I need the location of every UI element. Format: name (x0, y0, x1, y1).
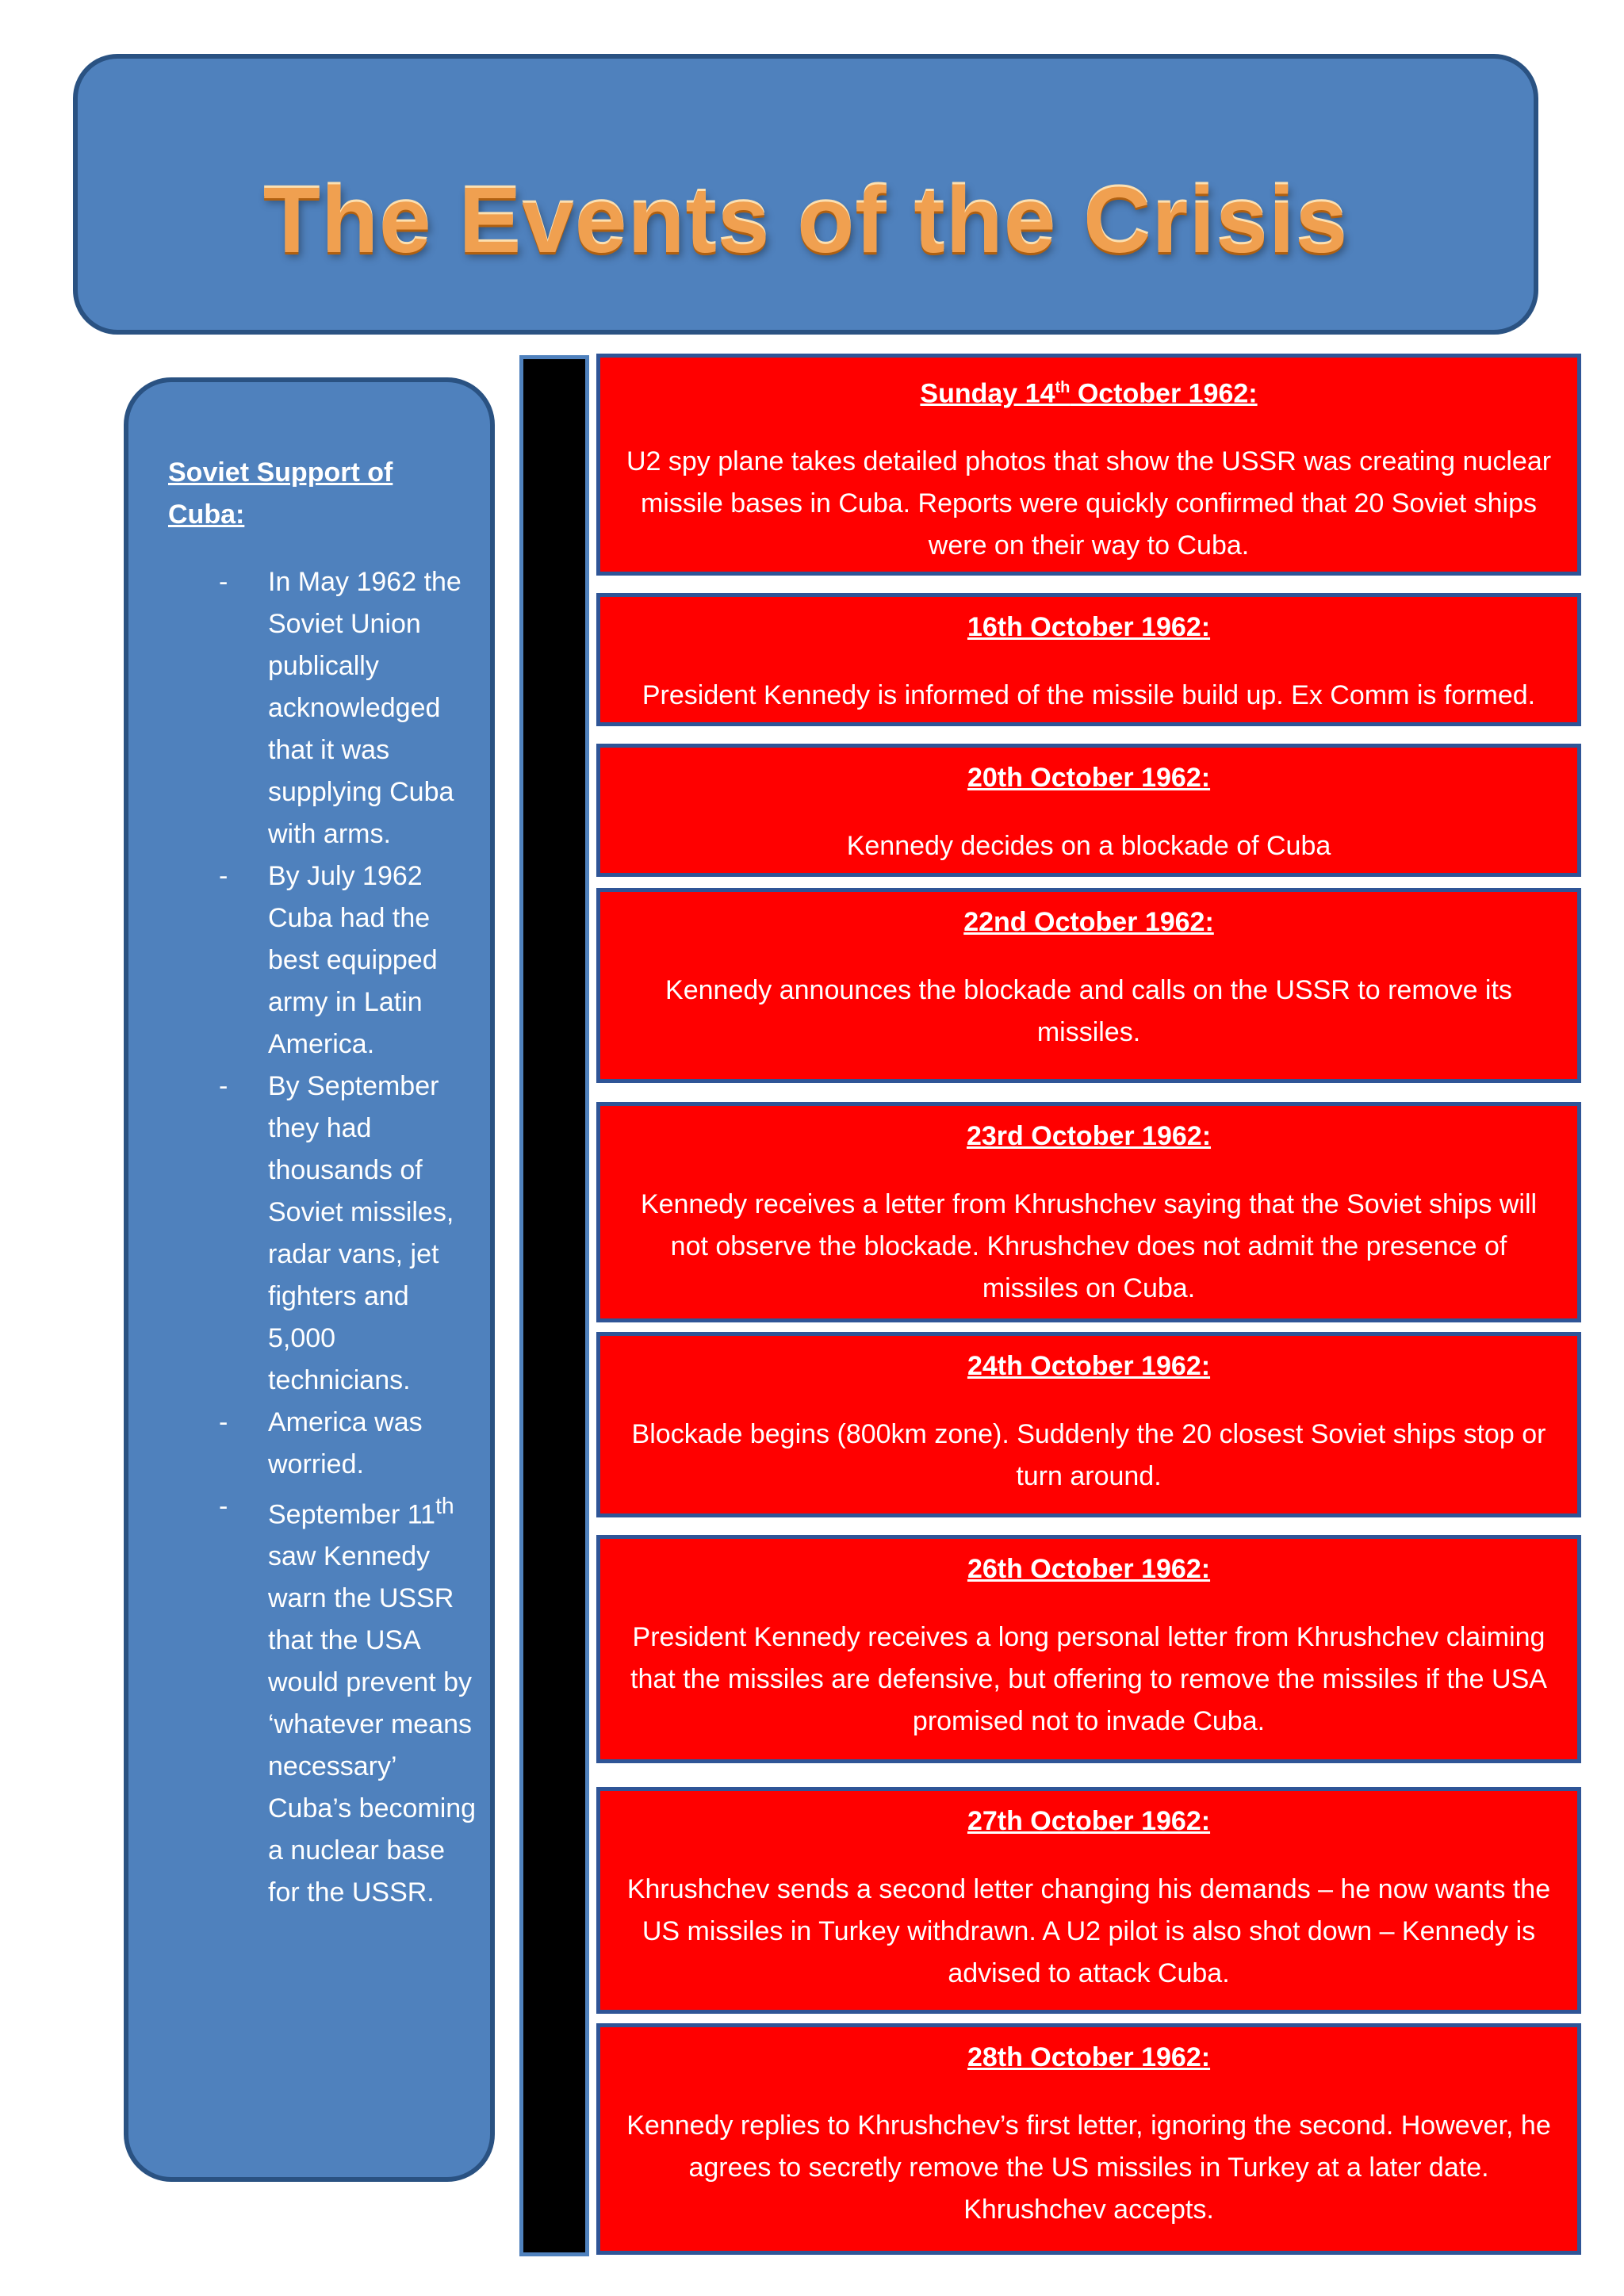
list-item-text (268, 1486, 482, 1914)
sidebar-list (128, 561, 482, 1914)
event-description: Kennedy receives a letter from Khrushchev saying that the Soviet ships will not observe the blockade. Khrushchev does not admit the presence of missiles on Cuba. (640, 1189, 1538, 1303)
ordinal-suffix: th (1055, 379, 1071, 396)
list-item-text: By September they had thousands of Soviet missiles, radar vans, jet fighters and 5,000 technicians. (268, 1071, 454, 1395)
event-box (596, 1535, 1581, 1763)
event-date: 16th October 1962: (967, 612, 1211, 642)
list-item-text-part: September 11 (268, 1499, 436, 1530)
list-dash: - (219, 567, 228, 597)
list-item (128, 1066, 482, 1402)
event-box (596, 888, 1581, 1083)
sidebar-heading: Soviet Support of Cuba: (168, 457, 393, 530)
list-dash: - (219, 1491, 228, 1521)
event-date (600, 370, 1577, 411)
event-date: 22nd October 1962: (963, 907, 1214, 937)
list-dash: - (219, 861, 228, 891)
event-description: Blockade begins (800km zone). Suddenly the 20 closest Soviet ships stop or turn around. (631, 1419, 1546, 1491)
event-date: 20th October 1962: (967, 763, 1211, 793)
event-description: U2 spy plane takes detailed photos that show the USSR was creating nuclear missile bases in Cuba. Reports were quickly confirmed that 20 Soviet ships were on their way to Cuba. (626, 446, 1552, 561)
list-item-text-part: saw Kennedy warn the USSR that the USA would prevent by ‘whatever means necessary’ Cuba’s becoming a nuclear base for the USSR. (268, 1541, 477, 1908)
event-box (596, 2023, 1581, 2255)
list-dash: - (219, 1407, 228, 1437)
event-date: 24th October 1962: (967, 1351, 1211, 1381)
event-date-part: October 1962: (1070, 378, 1258, 409)
event-description: President Kennedy is informed of the missile build up. Ex Comm is formed. (642, 680, 1536, 710)
event-description: Kennedy decides on a blockade of Cuba (846, 831, 1331, 861)
event-box (596, 1787, 1581, 2014)
list-item-text: By July 1962 Cuba had the best equipped army in Latin America. (268, 861, 438, 1059)
list-item-text: In May 1962 the Soviet Union publically acknowledged that it was supplying Cuba with arms. (268, 567, 462, 849)
list-item (128, 1402, 482, 1486)
list-item (128, 561, 482, 855)
event-description: Kennedy replies to Khrushchev’s first letter, ignoring the second. However, he agrees to secretly remove the US missiles in Turkey at a later date. Khrushchev accepts. (626, 2110, 1551, 2225)
event-box (596, 1102, 1581, 1322)
list-item (128, 855, 482, 1066)
timeline-bar (519, 355, 589, 2256)
event-box (596, 593, 1581, 726)
ordinal-suffix: th (435, 1494, 454, 1519)
list-item (128, 1486, 482, 1914)
event-box (596, 354, 1581, 576)
event-description: President Kennedy receives a long personal letter from Khrushchev claiming that the missiles are defensive, but offering to remove the missiles if the USA promised not to invade Cuba. (630, 1622, 1547, 1736)
event-box (596, 1332, 1581, 1517)
title-banner (73, 54, 1538, 335)
event-description: Kennedy announces the blockade and calls on the USSR to remove its missiles. (665, 975, 1512, 1047)
event-date: 27th October 1962: (967, 1806, 1211, 1836)
sidebar-soviet-support (124, 377, 495, 2182)
page-title: The Events of the Crisis (262, 168, 1349, 273)
event-box (596, 744, 1581, 877)
list-dash: - (219, 1071, 228, 1101)
event-date-part: Sunday 14 (920, 378, 1055, 409)
list-item-text: America was worried. (268, 1407, 423, 1479)
event-date: 26th October 1962: (967, 1554, 1211, 1584)
event-date: 23rd October 1962: (966, 1121, 1212, 1151)
event-description: Khrushchev sends a second letter changing his demands – he now wants the US missiles in Turkey withdrawn. A U2 pilot is also shot down – Kennedy is advised to attack Cuba. (626, 1874, 1551, 1988)
event-date: 28th October 1962: (967, 2042, 1211, 2072)
